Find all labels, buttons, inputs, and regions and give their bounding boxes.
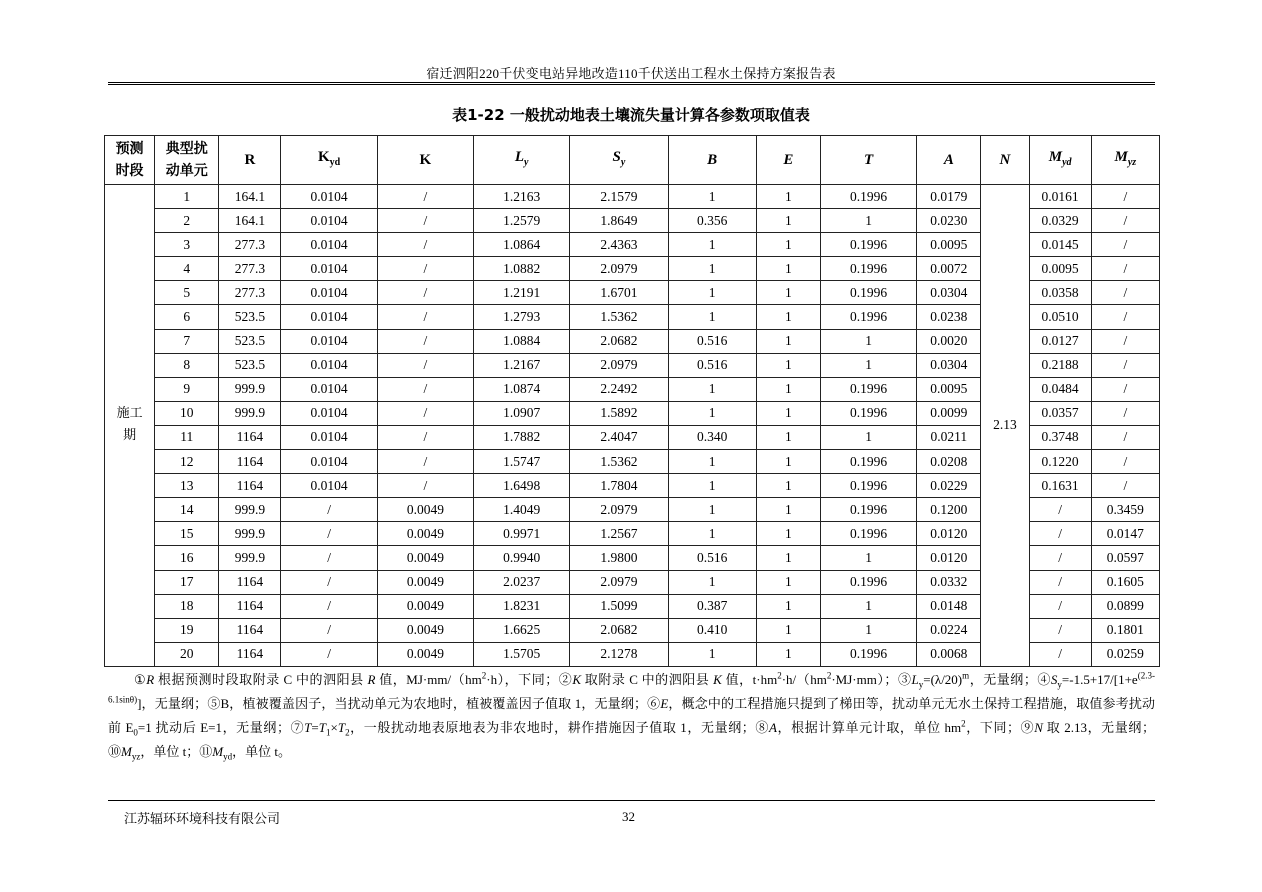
cell-b: 0.356 <box>668 209 756 233</box>
cell-b: 1 <box>668 474 756 498</box>
header-kyd: $K_{yd}$ <box>281 136 377 185</box>
cell-a: 0.0095 <box>917 377 981 401</box>
cell-myz: / <box>1091 401 1159 425</box>
cell-e: 1 <box>756 594 820 618</box>
header-a: A <box>917 136 981 185</box>
cell-myd: / <box>1029 570 1091 594</box>
cell-myz: 0.1605 <box>1091 570 1159 594</box>
cell-r: 999.9 <box>219 546 281 570</box>
cell-r: 164.1 <box>219 185 281 209</box>
cell-e: 1 <box>756 546 820 570</box>
cell-kyd: 0.0104 <box>281 425 377 449</box>
cell-myd: 0.0161 <box>1029 185 1091 209</box>
cell-b: 1 <box>668 522 756 546</box>
cell-ly: 1.0864 <box>474 233 570 257</box>
cell-a: 0.0230 <box>917 209 981 233</box>
cell-b: 1 <box>668 570 756 594</box>
cell-e: 1 <box>756 281 820 305</box>
cell-myz: / <box>1091 425 1159 449</box>
cell-b: 1 <box>668 642 756 666</box>
cell-ly: 1.0882 <box>474 257 570 281</box>
cell-r: 523.5 <box>219 353 281 377</box>
cell-a: 0.0099 <box>917 401 981 425</box>
cell-myz: / <box>1091 281 1159 305</box>
cell-e: 1 <box>756 233 820 257</box>
cell-a: 0.0304 <box>917 353 981 377</box>
cell-unit: 10 <box>155 401 219 425</box>
cell-e: 1 <box>756 305 820 329</box>
cell-kyd: 0.0104 <box>281 401 377 425</box>
cell-ly: 1.0907 <box>474 401 570 425</box>
cell-a: 0.0211 <box>917 425 981 449</box>
cell-sy: 2.4363 <box>570 233 668 257</box>
cell-e: 1 <box>756 425 820 449</box>
cell-ly: 0.9971 <box>474 522 570 546</box>
cell-unit: 18 <box>155 594 219 618</box>
cell-k: / <box>377 377 473 401</box>
cell-kyd: 0.0104 <box>281 353 377 377</box>
cell-myd: 0.0358 <box>1029 281 1091 305</box>
cell-kyd: 0.0104 <box>281 305 377 329</box>
cell-myd: 0.0145 <box>1029 233 1091 257</box>
cell-k: 0.0049 <box>377 522 473 546</box>
cell-ly: 1.0874 <box>474 377 570 401</box>
cell-unit: 15 <box>155 522 219 546</box>
cell-r: 1164 <box>219 642 281 666</box>
cell-t: 1 <box>820 546 916 570</box>
cell-kyd: / <box>281 498 377 522</box>
cell-ly: 1.5747 <box>474 450 570 474</box>
cell-t: 1 <box>820 594 916 618</box>
table-title: 表1-22 一般扰动地表土壤流失量计算各参数项取值表 <box>452 106 810 124</box>
cell-ly: 1.8231 <box>474 594 570 618</box>
cell-unit: 12 <box>155 450 219 474</box>
cell-a: 0.0068 <box>917 642 981 666</box>
cell-t: 0.1996 <box>820 257 916 281</box>
cell-sy: 1.2567 <box>570 522 668 546</box>
cell-ly: 1.0884 <box>474 329 570 353</box>
cell-myd: / <box>1029 546 1091 570</box>
cell-sy: 2.0682 <box>570 618 668 642</box>
cell-k: / <box>377 329 473 353</box>
cell-r: 1164 <box>219 425 281 449</box>
cell-t: 0.1996 <box>820 450 916 474</box>
cell-t: 1 <box>820 329 916 353</box>
cell-myd: 0.1220 <box>1029 450 1091 474</box>
cell-r: 1164 <box>219 570 281 594</box>
cell-t: 0.1996 <box>820 401 916 425</box>
cell-sy: 2.0979 <box>570 570 668 594</box>
cell-kyd: 0.0104 <box>281 257 377 281</box>
cell-sy: 2.0979 <box>570 257 668 281</box>
cell-sy: 1.5362 <box>570 305 668 329</box>
cell-myz: / <box>1091 185 1159 209</box>
cell-kyd: / <box>281 594 377 618</box>
cell-k: / <box>377 474 473 498</box>
cell-myz: / <box>1091 474 1159 498</box>
cell-a: 0.0224 <box>917 618 981 642</box>
cell-k: / <box>377 305 473 329</box>
cell-unit: 5 <box>155 281 219 305</box>
cell-myz: 0.3459 <box>1091 498 1159 522</box>
cell-ly: 1.6498 <box>474 474 570 498</box>
cell-myz: 0.1801 <box>1091 618 1159 642</box>
cell-myd: / <box>1029 522 1091 546</box>
cell-b: 1 <box>668 498 756 522</box>
cell-kyd: / <box>281 522 377 546</box>
header-e: E <box>756 136 820 185</box>
cell-unit: 1 <box>155 185 219 209</box>
cell-r: 277.3 <box>219 233 281 257</box>
cell-myd: 0.0095 <box>1029 257 1091 281</box>
cell-myz: 0.0597 <box>1091 546 1159 570</box>
cell-kyd: / <box>281 570 377 594</box>
cell-r: 1164 <box>219 450 281 474</box>
cell-r: 999.9 <box>219 377 281 401</box>
cell-t: 0.1996 <box>820 570 916 594</box>
cell-unit: 6 <box>155 305 219 329</box>
cell-kyd: 0.0104 <box>281 233 377 257</box>
cell-myd: 0.3748 <box>1029 425 1091 449</box>
cell-t: 0.1996 <box>820 474 916 498</box>
cell-k: / <box>377 353 473 377</box>
cell-t: 0.1996 <box>820 377 916 401</box>
page-header-title: 宿迁泗阳220千伏变电站异地改造110千伏送出工程水土保持方案报告表 <box>426 66 836 81</box>
cell-sy: 2.1278 <box>570 642 668 666</box>
header-n: N <box>981 136 1029 185</box>
cell-sy: 1.7804 <box>570 474 668 498</box>
cell-myz: / <box>1091 377 1159 401</box>
cell-e: 1 <box>756 474 820 498</box>
cell-k: / <box>377 450 473 474</box>
cell-myz: 0.0259 <box>1091 642 1159 666</box>
cell-myd: 0.0484 <box>1029 377 1091 401</box>
cell-myd: 0.0510 <box>1029 305 1091 329</box>
cell-a: 0.0304 <box>917 281 981 305</box>
cell-e: 1 <box>756 257 820 281</box>
cell-b: 0.516 <box>668 329 756 353</box>
cell-ly: 1.4049 <box>474 498 570 522</box>
cell-k: 0.0049 <box>377 618 473 642</box>
cell-sy: 1.8649 <box>570 209 668 233</box>
cell-a: 0.0238 <box>917 305 981 329</box>
cell-b: 1 <box>668 305 756 329</box>
header-b: B <box>668 136 756 185</box>
cell-k: / <box>377 281 473 305</box>
cell-r: 277.3 <box>219 257 281 281</box>
cell-r: 1164 <box>219 618 281 642</box>
cell-r: 999.9 <box>219 522 281 546</box>
cell-ly: 1.2191 <box>474 281 570 305</box>
cell-unit: 7 <box>155 329 219 353</box>
cell-b: 0.387 <box>668 594 756 618</box>
cell-unit: 14 <box>155 498 219 522</box>
cell-b: 0.516 <box>668 546 756 570</box>
cell-k: / <box>377 401 473 425</box>
cell-ly: 1.7882 <box>474 425 570 449</box>
cell-k: 0.0049 <box>377 570 473 594</box>
cell-t: 0.1996 <box>820 498 916 522</box>
cell-kyd: 0.0104 <box>281 474 377 498</box>
cell-t: 1 <box>820 353 916 377</box>
cell-unit: 4 <box>155 257 219 281</box>
cell-ly: 2.0237 <box>474 570 570 594</box>
cell-r: 999.9 <box>219 401 281 425</box>
header-unit: 典型扰 动单元 <box>155 136 219 185</box>
cell-t: 0.1996 <box>820 233 916 257</box>
cell-unit: 16 <box>155 546 219 570</box>
cell-t: 0.1996 <box>820 522 916 546</box>
cell-ly: 1.6625 <box>474 618 570 642</box>
cell-myz: / <box>1091 233 1159 257</box>
cell-k: 0.0049 <box>377 546 473 570</box>
cell-unit: 3 <box>155 233 219 257</box>
cell-r: 277.3 <box>219 281 281 305</box>
page-number: 32 <box>622 809 635 824</box>
cell-e: 1 <box>756 498 820 522</box>
cell-ly: 0.9940 <box>474 546 570 570</box>
cell-r: 523.5 <box>219 305 281 329</box>
cell-kyd: 0.0104 <box>281 450 377 474</box>
cell-unit: 8 <box>155 353 219 377</box>
cell-sy: 2.0682 <box>570 329 668 353</box>
cell-a: 0.0229 <box>917 474 981 498</box>
cell-e: 1 <box>756 209 820 233</box>
cell-sy: 1.5099 <box>570 594 668 618</box>
cell-myz: / <box>1091 353 1159 377</box>
cell-myz: 0.0147 <box>1091 522 1159 546</box>
cell-sy: 1.5892 <box>570 401 668 425</box>
cell-b: 1 <box>668 401 756 425</box>
cell-ly: 1.5705 <box>474 642 570 666</box>
cell-k: / <box>377 233 473 257</box>
cell-k: 0.0049 <box>377 594 473 618</box>
period-cell: 施工 期 <box>105 185 155 667</box>
cell-a: 0.0120 <box>917 546 981 570</box>
parameter-table <box>104 135 1160 667</box>
cell-a: 0.0020 <box>917 329 981 353</box>
cell-b: 1 <box>668 185 756 209</box>
header-rule <box>108 82 1155 83</box>
cell-ly: 1.2167 <box>474 353 570 377</box>
cell-kyd: / <box>281 642 377 666</box>
cell-a: 0.0095 <box>917 233 981 257</box>
cell-b: 1 <box>668 377 756 401</box>
cell-e: 1 <box>756 450 820 474</box>
cell-kyd: 0.0104 <box>281 377 377 401</box>
cell-myd: / <box>1029 618 1091 642</box>
cell-myd: 0.0329 <box>1029 209 1091 233</box>
cell-t: 1 <box>820 209 916 233</box>
cell-ly: 1.2163 <box>474 185 570 209</box>
cell-unit: 9 <box>155 377 219 401</box>
cell-b: 1 <box>668 281 756 305</box>
cell-r: 1164 <box>219 474 281 498</box>
cell-unit: 11 <box>155 425 219 449</box>
header-t: T <box>820 136 916 185</box>
cell-unit: 19 <box>155 618 219 642</box>
cell-sy: 2.0979 <box>570 498 668 522</box>
cell-e: 1 <box>756 185 820 209</box>
cell-t: 0.1996 <box>820 642 916 666</box>
cell-e: 1 <box>756 570 820 594</box>
cell-t: 1 <box>820 618 916 642</box>
cell-sy: 1.6701 <box>570 281 668 305</box>
cell-b: 0.516 <box>668 353 756 377</box>
cell-a: 0.0208 <box>917 450 981 474</box>
cell-unit: 2 <box>155 209 219 233</box>
cell-kyd: 0.0104 <box>281 185 377 209</box>
table-notes: ①R 根据预测时段取附录 C 中的泗阳县 R 值，$MJ\cdot mm/(hm^2\cdot h)$，下同；②K 取附录 C 中的泗阳县 K 值，$t\cdot hm^2\cdot h/(hm^2\cdot MJ\cdot mm)$；$③L_y=(\lambda/20)^m$，无量纲；$④S_y=-1.5+17/[1+e^{(2.3-6.1sin\theta)}]$，无量纲；⑤B，植被覆盖因子，当扰动单元为农地时，植被覆盖因子值取 1，无量纲；⑥E，概念中的工程措施只提到了梯田等，扰动单元无水土保持工程措施，取值参考扰动前 $E_0=1$ 扰动后 E=1，无量纲；$⑦T=T_1\times T_2$，一般扰动地表原地表为非农地时，耕作措施因子值取 1，无量纲；⑧A，根据计算单元计取，单位 $hm^2$，下同；⑨N 取 2.13，无量纲；$⑩M_{yz}$，单位 t；$⑪M_{yd}$，单位 t。 <box>108 670 1155 762</box>
header-ly: $L_y$ <box>474 136 570 185</box>
header-period: 预测 时段 <box>105 136 155 185</box>
cell-kyd: / <box>281 618 377 642</box>
cell-r: 999.9 <box>219 498 281 522</box>
table-header-row <box>105 136 1160 185</box>
cell-myd: 0.1631 <box>1029 474 1091 498</box>
cell-sy: 1.9800 <box>570 546 668 570</box>
cell-unit: 13 <box>155 474 219 498</box>
cell-b: 1 <box>668 450 756 474</box>
cell-r: 523.5 <box>219 329 281 353</box>
cell-myz: / <box>1091 257 1159 281</box>
cell-sy: 2.1579 <box>570 185 668 209</box>
header-sy: $S_y$ <box>570 136 668 185</box>
n-value-cell: 2.13 <box>981 185 1029 667</box>
cell-myd: 0.2188 <box>1029 353 1091 377</box>
cell-b: 1 <box>668 233 756 257</box>
cell-t: 1 <box>820 425 916 449</box>
cell-a: 0.0179 <box>917 185 981 209</box>
cell-a: 0.0332 <box>917 570 981 594</box>
cell-e: 1 <box>756 618 820 642</box>
cell-myz: / <box>1091 209 1159 233</box>
cell-t: 0.1996 <box>820 185 916 209</box>
cell-b: 0.340 <box>668 425 756 449</box>
footer-rule <box>108 800 1155 801</box>
cell-sy: 2.2492 <box>570 377 668 401</box>
cell-myz: / <box>1091 450 1159 474</box>
header-rule-double <box>108 84 1155 85</box>
cell-sy: 2.4047 <box>570 425 668 449</box>
cell-t: 0.1996 <box>820 305 916 329</box>
cell-r: 1164 <box>219 594 281 618</box>
cell-k: 0.0049 <box>377 642 473 666</box>
cell-k: / <box>377 425 473 449</box>
cell-myd: / <box>1029 642 1091 666</box>
cell-ly: 1.2579 <box>474 209 570 233</box>
cell-myd: / <box>1029 498 1091 522</box>
cell-unit: 17 <box>155 570 219 594</box>
cell-r: 164.1 <box>219 209 281 233</box>
cell-myz: / <box>1091 329 1159 353</box>
cell-e: 1 <box>756 353 820 377</box>
cell-kyd: / <box>281 546 377 570</box>
cell-a: 0.0148 <box>917 594 981 618</box>
cell-e: 1 <box>756 377 820 401</box>
cell-a: 0.0072 <box>917 257 981 281</box>
cell-k: / <box>377 209 473 233</box>
cell-myz: / <box>1091 305 1159 329</box>
cell-e: 1 <box>756 642 820 666</box>
cell-t: 0.1996 <box>820 281 916 305</box>
cell-sy: 1.5362 <box>570 450 668 474</box>
cell-unit: 20 <box>155 642 219 666</box>
cell-e: 1 <box>756 522 820 546</box>
cell-a: 0.1200 <box>917 498 981 522</box>
header-r: R <box>219 136 281 185</box>
cell-b: 1 <box>668 257 756 281</box>
cell-myd: / <box>1029 594 1091 618</box>
cell-kyd: 0.0104 <box>281 329 377 353</box>
header-myd: $M_{yd}$ <box>1029 136 1091 185</box>
cell-k: / <box>377 185 473 209</box>
table-row <box>105 185 1160 209</box>
cell-kyd: 0.0104 <box>281 209 377 233</box>
cell-myd: 0.0357 <box>1029 401 1091 425</box>
cell-kyd: 0.0104 <box>281 281 377 305</box>
cell-k: / <box>377 257 473 281</box>
header-k: K <box>377 136 473 185</box>
cell-k: 0.0049 <box>377 498 473 522</box>
cell-e: 1 <box>756 329 820 353</box>
cell-sy: 2.0979 <box>570 353 668 377</box>
cell-a: 0.0120 <box>917 522 981 546</box>
cell-b: 0.410 <box>668 618 756 642</box>
cell-myz: 0.0899 <box>1091 594 1159 618</box>
cell-ly: 1.2793 <box>474 305 570 329</box>
cell-e: 1 <box>756 401 820 425</box>
cell-myd: 0.0127 <box>1029 329 1091 353</box>
header-myz: $M_{yz}$ <box>1091 136 1159 185</box>
footer-company: 江苏辐环环境科技有限公司 <box>124 812 281 827</box>
